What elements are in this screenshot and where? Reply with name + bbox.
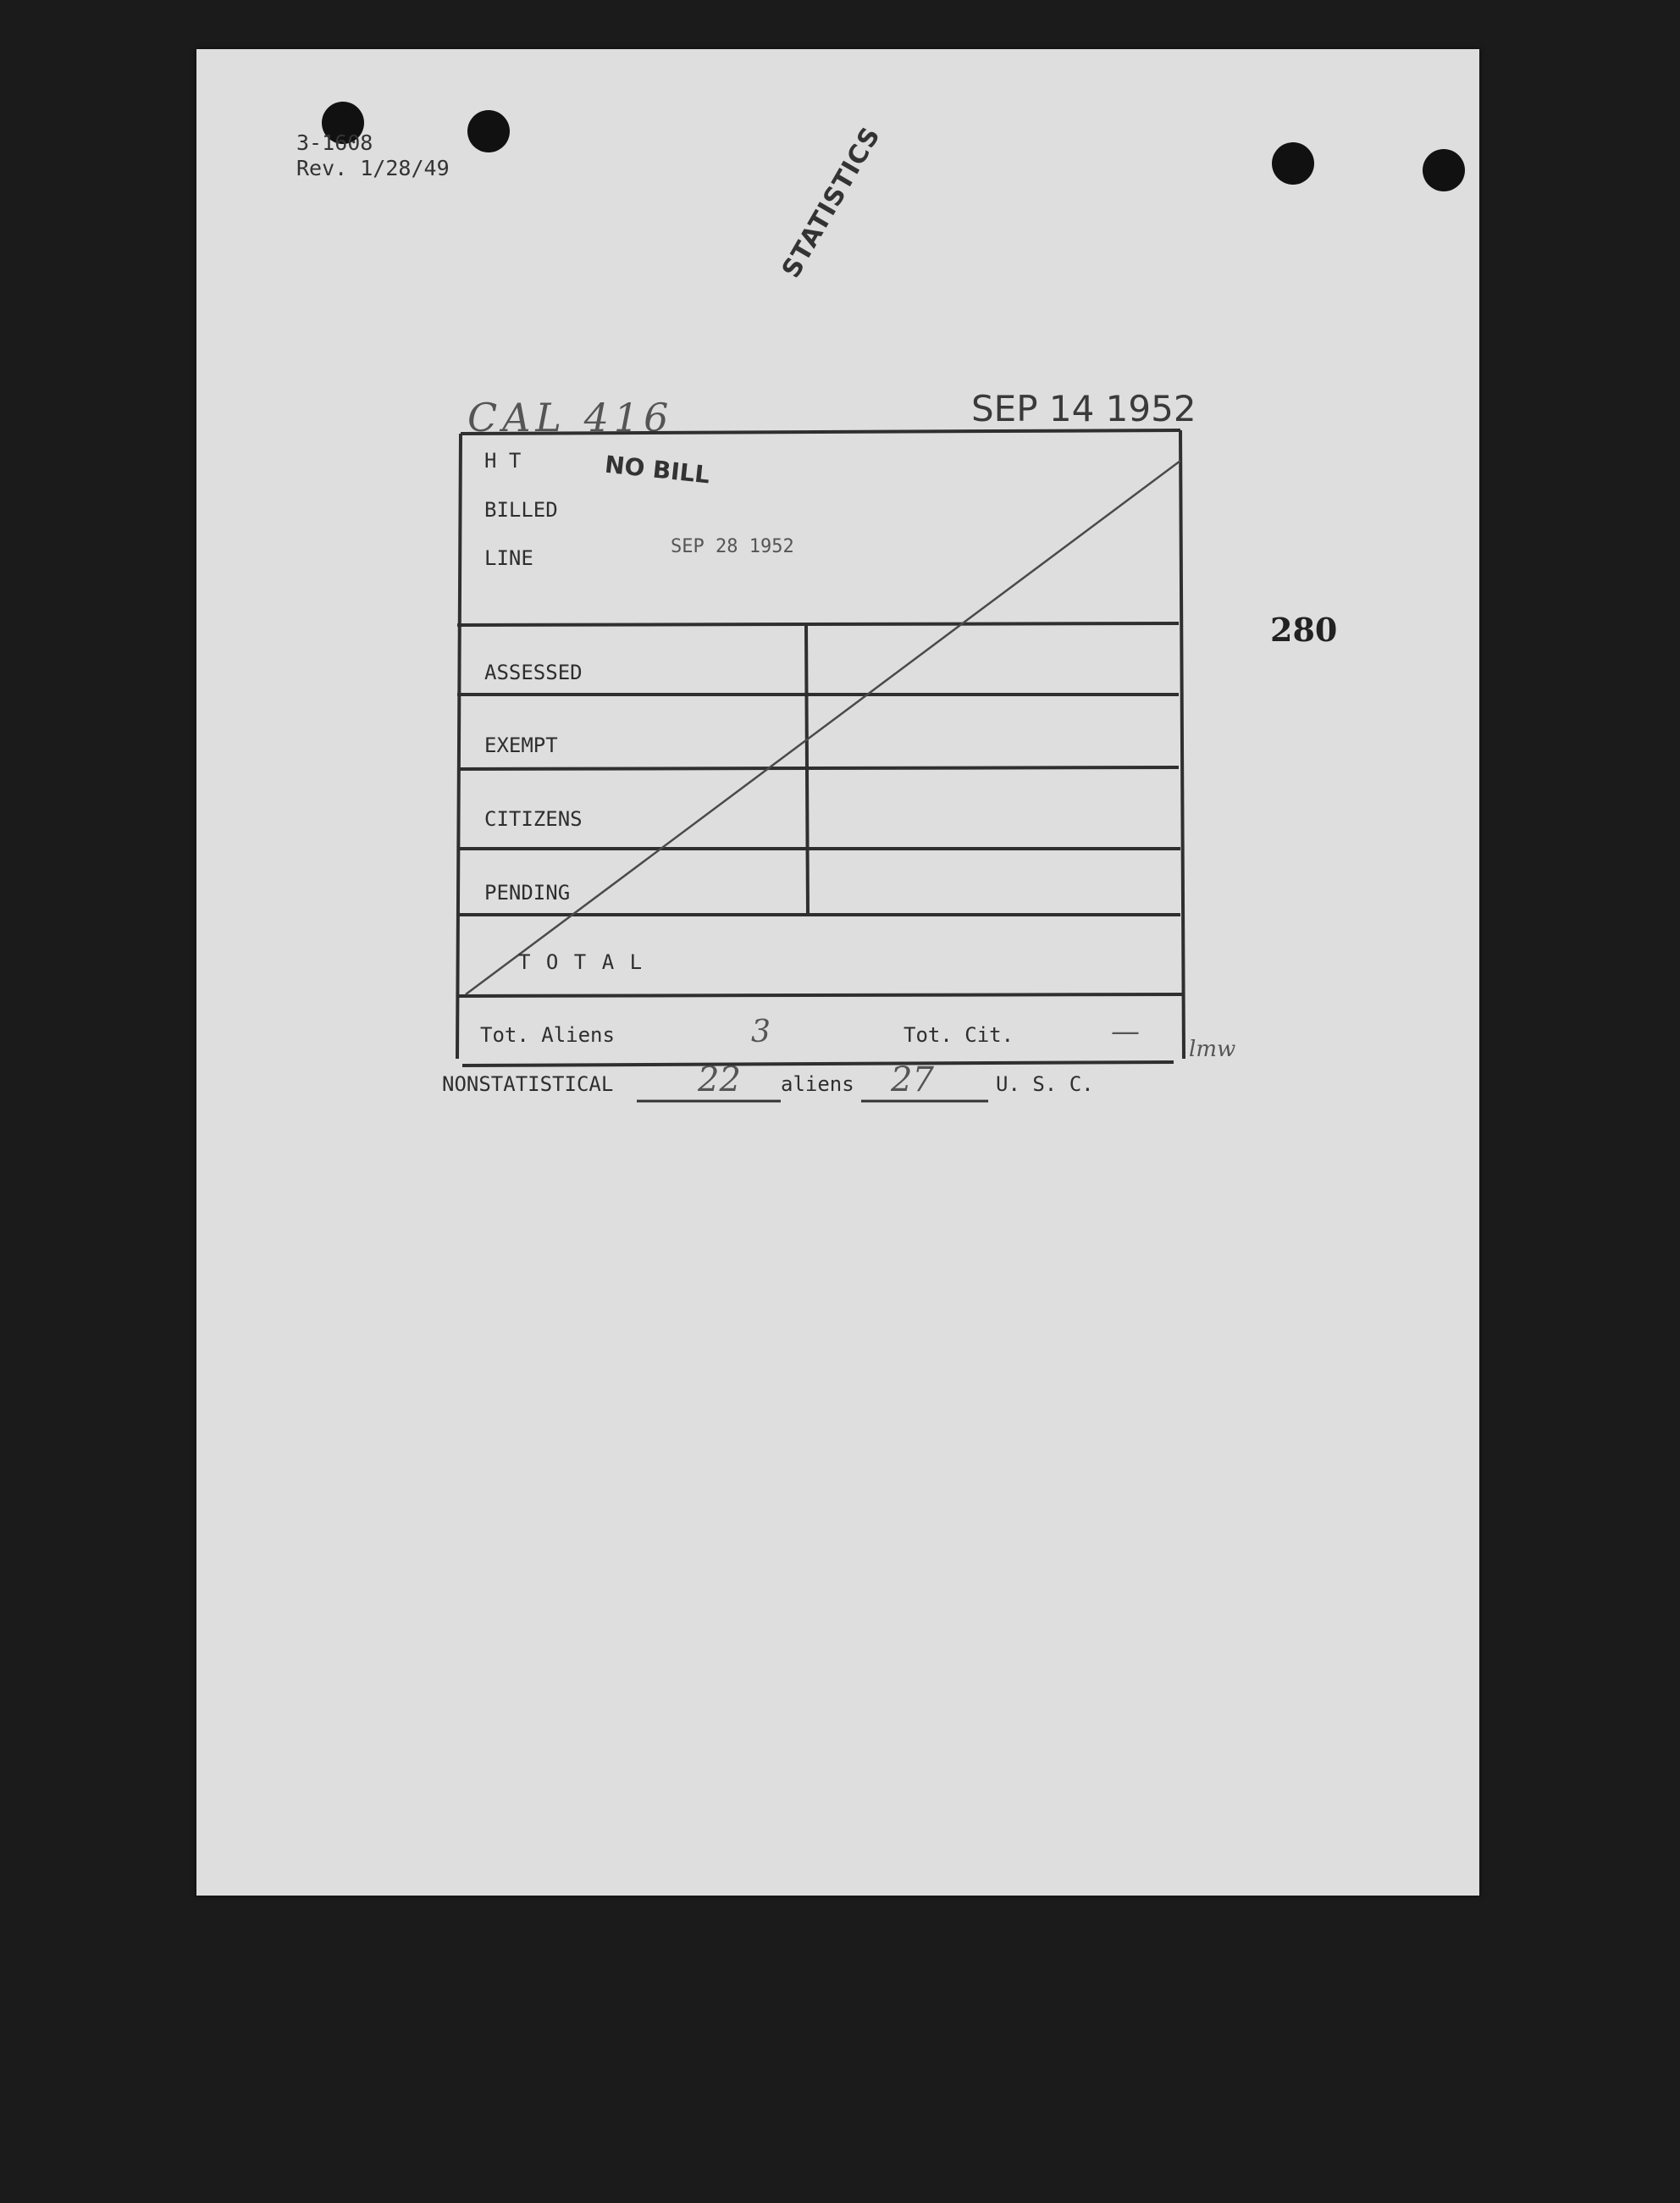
nonstatistical-label: NONSTATISTICAL	[442, 1072, 614, 1096]
tot-cit-label: Tot. Cit.	[904, 1023, 1014, 1047]
row-label-pending: PENDING	[484, 881, 571, 905]
row-label-assessed: ASSESSED	[484, 661, 583, 684]
document-page	[196, 49, 1479, 1896]
statistics-stamp: STATISTICS	[776, 121, 887, 284]
row-label-exempt: EXEMPT	[484, 733, 558, 757]
page-number: 280	[1270, 611, 1338, 649]
label-line: LINE	[484, 546, 533, 570]
row-label-citizens: CITIZENS	[484, 807, 583, 831]
initials: lmw	[1189, 1037, 1236, 1062]
form-number: 3-1608	[296, 130, 373, 155]
tot-aliens-value: 3	[751, 1015, 771, 1049]
total-label: T O T A L	[518, 950, 644, 974]
no-bill-stamp: NO BILL	[603, 450, 711, 490]
date-stamp: SEP 14 1952	[971, 388, 1196, 429]
nonstatistical-usc-value: 27	[891, 1060, 934, 1099]
tot-cit-value: —	[1111, 1015, 1140, 1049]
underlines	[196, 49, 1479, 1896]
label-ht: H T	[484, 449, 522, 473]
label-billed: BILLED	[484, 498, 558, 522]
tot-aliens-label: Tot. Aliens	[480, 1023, 615, 1047]
nonstatistical-aliens-value: 22	[698, 1060, 741, 1099]
usc-label: U. S. C.	[996, 1072, 1094, 1096]
form-revision: Rev. 1/28/49	[296, 156, 450, 180]
handwritten-reference: CAL 416	[467, 395, 674, 440]
aliens-label: aliens	[781, 1072, 854, 1096]
line-date-stamp: SEP 28 1952	[671, 536, 794, 557]
